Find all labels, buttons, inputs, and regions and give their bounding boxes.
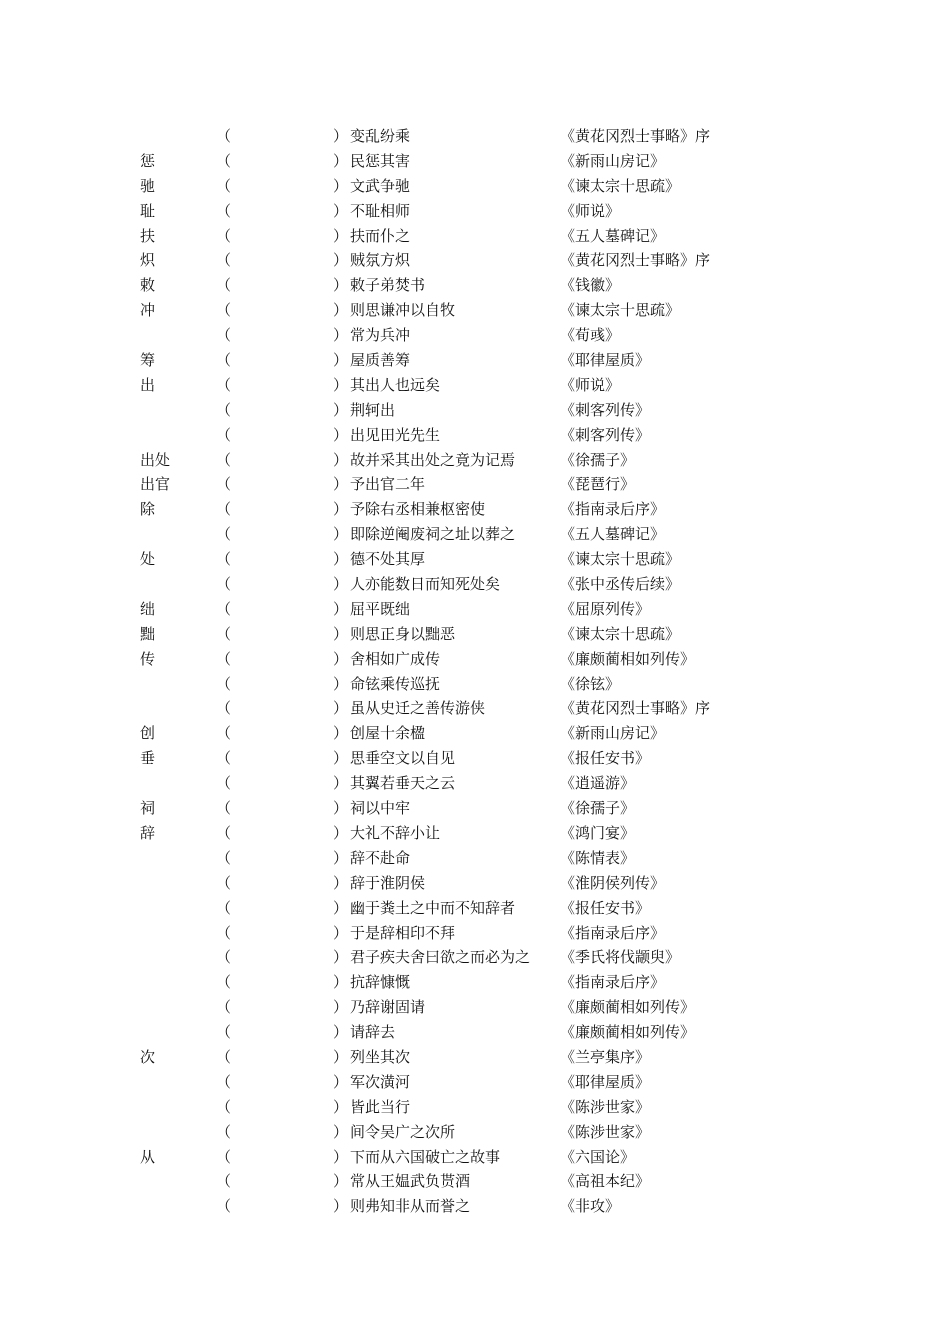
close-bracket: ） [333, 176, 349, 195]
list-item [0, 871, 950, 896]
open-bracket: （ [216, 774, 232, 793]
example-sentence: 辞不赴命 [350, 848, 411, 867]
headword: 传 [140, 649, 156, 668]
list-item [0, 273, 950, 298]
source-title: 《兰亭集序》 [560, 1047, 651, 1066]
headword: 出处 [140, 450, 171, 469]
close-bracket: ） [333, 599, 349, 618]
example-sentence: 列坐其次 [350, 1047, 411, 1066]
close-bracket: ） [333, 624, 349, 643]
source-title: 《黄花冈烈士事略》序 [560, 127, 711, 145]
open-bracket: （ [216, 873, 232, 892]
example-sentence: 常从王媪武负贳酒 [350, 1172, 471, 1191]
list-item [0, 124, 950, 149]
source-title: 《刺客列传》 [560, 400, 651, 419]
open-bracket: （ [216, 1023, 232, 1042]
list-item [0, 224, 950, 249]
list-item [0, 472, 950, 497]
close-bracket: ） [333, 998, 349, 1017]
source-title: 《高祖本纪》 [560, 1172, 651, 1191]
example-sentence: 予除右丞相兼枢密使 [350, 500, 486, 519]
open-bracket: （ [216, 525, 232, 544]
list-item [0, 174, 950, 199]
example-sentence: 皆此当行 [350, 1097, 411, 1116]
source-title: 《徐铉》 [560, 674, 621, 693]
list-item [0, 1020, 950, 1045]
headword: 敕 [140, 276, 156, 295]
close-bracket: ） [333, 699, 349, 718]
list-item [0, 398, 950, 423]
example-sentence: 屋质善筹 [350, 351, 411, 370]
list-item [0, 821, 950, 846]
headword: 绌 [140, 599, 156, 618]
open-bracket: （ [216, 375, 232, 394]
source-title: 《逍遥游》 [560, 774, 636, 793]
list-item [0, 622, 950, 647]
source-title: 《黄花冈烈士事略》序 [560, 251, 711, 270]
close-bracket: ） [333, 251, 349, 270]
open-bracket: （ [216, 1122, 232, 1141]
open-bracket: （ [216, 724, 232, 743]
headword: 冲 [140, 301, 156, 320]
list-item [0, 572, 950, 597]
close-bracket: ） [333, 326, 349, 345]
source-title: 《廉颇蔺相如列传》 [560, 1023, 696, 1042]
headword: 耻 [140, 201, 156, 220]
source-title: 《廉颇蔺相如列传》 [560, 649, 696, 668]
open-bracket: （ [216, 1197, 232, 1216]
close-bracket: ） [333, 923, 349, 942]
close-bracket: ） [333, 1172, 349, 1191]
list-item [0, 846, 950, 871]
open-bracket: （ [216, 898, 232, 917]
example-sentence: 出见田光先生 [350, 425, 441, 444]
open-bracket: （ [216, 500, 232, 519]
source-title: 《徐孺子》 [560, 799, 636, 818]
list-item [0, 248, 950, 273]
source-title: 《谏太宗十思疏》 [560, 176, 681, 195]
open-bracket: （ [216, 276, 232, 295]
source-title: 《五人墓碑记》 [560, 525, 666, 544]
example-sentence: 扶而仆之 [350, 226, 411, 245]
open-bracket: （ [216, 475, 232, 494]
list-item [0, 1169, 950, 1194]
list-item [0, 696, 950, 721]
source-title: 《钱徽》 [560, 276, 621, 295]
source-title: 《张中丞传后续》 [560, 575, 681, 594]
open-bracket: （ [216, 176, 232, 195]
close-bracket: ） [333, 151, 349, 170]
open-bracket: （ [216, 1047, 232, 1066]
example-sentence: 舍相如广成传 [350, 649, 441, 668]
example-sentence: 贼氛方炽 [350, 251, 411, 270]
example-sentence: 下而从六国破亡之故事 [350, 1147, 501, 1166]
open-bracket: （ [216, 1147, 232, 1166]
vocabulary-list [0, 124, 950, 1219]
source-title: 《荀彧》 [560, 326, 621, 345]
source-title: 《陈情表》 [560, 848, 636, 867]
open-bracket: （ [216, 127, 232, 145]
example-sentence: 变乱纷乘 [350, 127, 411, 145]
example-sentence: 则思正身以黜恶 [350, 624, 456, 643]
open-bracket: （ [216, 1172, 232, 1191]
open-bracket: （ [216, 550, 232, 569]
list-item [0, 746, 950, 771]
source-title: 《五人墓碑记》 [560, 226, 666, 245]
close-bracket: ） [333, 848, 349, 867]
example-sentence: 予出官二年 [350, 475, 426, 494]
list-item [0, 1045, 950, 1070]
headword: 炽 [140, 251, 156, 270]
close-bracket: ） [333, 425, 349, 444]
close-bracket: ） [333, 575, 349, 594]
close-bracket: ） [333, 301, 349, 320]
close-bracket: ） [333, 450, 349, 469]
close-bracket: ） [333, 525, 349, 544]
source-title: 《淮阴侯列传》 [560, 873, 666, 892]
source-title: 《六国论》 [560, 1147, 636, 1166]
source-title: 《谏太宗十思疏》 [560, 624, 681, 643]
source-title: 《徐孺子》 [560, 450, 636, 469]
list-item [0, 149, 950, 174]
close-bracket: ） [333, 375, 349, 394]
open-bracket: （ [216, 575, 232, 594]
list-item [0, 298, 950, 323]
open-bracket: （ [216, 998, 232, 1017]
source-title: 《非攻》 [560, 1197, 621, 1216]
close-bracket: ） [333, 898, 349, 917]
open-bracket: （ [216, 848, 232, 867]
headword: 出官 [140, 475, 171, 494]
example-sentence: 抗辞慷慨 [350, 973, 411, 992]
open-bracket: （ [216, 749, 232, 768]
source-title: 《鸿门宴》 [560, 823, 636, 842]
list-item [0, 1145, 950, 1170]
open-bracket: （ [216, 326, 232, 345]
open-bracket: （ [216, 699, 232, 718]
example-sentence: 屈平既绌 [350, 599, 411, 618]
headword: 扶 [140, 226, 156, 245]
example-sentence: 于是辞相印不拜 [350, 923, 456, 942]
close-bracket: ） [333, 1023, 349, 1042]
example-sentence: 祠以中牢 [350, 799, 411, 818]
list-item [0, 199, 950, 224]
headword: 除 [140, 500, 156, 519]
close-bracket: ） [333, 400, 349, 419]
example-sentence: 人亦能数日而知死处矣 [350, 575, 501, 594]
open-bracket: （ [216, 948, 232, 967]
example-sentence: 德不处其厚 [350, 550, 426, 569]
example-sentence: 故并采其出处之竟为记焉 [350, 450, 516, 469]
list-item [0, 796, 950, 821]
close-bracket: ） [333, 226, 349, 245]
list-item [0, 647, 950, 672]
list-item [0, 373, 950, 398]
example-sentence: 间令吴广之次所 [350, 1122, 456, 1141]
open-bracket: （ [216, 251, 232, 270]
example-sentence: 文武争驰 [350, 176, 411, 195]
close-bracket: ） [333, 1047, 349, 1066]
list-item [0, 1095, 950, 1120]
close-bracket: ） [333, 774, 349, 793]
source-title: 《新雨山房记》 [560, 724, 666, 743]
example-sentence: 虽从史迁之善传游侠 [350, 699, 486, 718]
source-title: 《报任安书》 [560, 898, 651, 917]
list-item [0, 995, 950, 1020]
list-item [0, 597, 950, 622]
source-title: 《指南录后序》 [560, 923, 666, 942]
source-title: 《季氏将伐颛臾》 [560, 948, 681, 967]
close-bracket: ） [333, 127, 349, 145]
close-bracket: ） [333, 1097, 349, 1116]
headword: 创 [140, 724, 156, 743]
list-item [0, 970, 950, 995]
example-sentence: 不耻相师 [350, 201, 411, 220]
close-bracket: ） [333, 674, 349, 693]
open-bracket: （ [216, 351, 232, 370]
close-bracket: ） [333, 550, 349, 569]
headword: 祠 [140, 799, 156, 818]
example-sentence: 请辞去 [350, 1023, 396, 1042]
close-bracket: ） [333, 201, 349, 220]
close-bracket: ） [333, 1122, 349, 1141]
example-sentence: 思垂空文以自见 [350, 749, 456, 768]
open-bracket: （ [216, 1097, 232, 1116]
close-bracket: ） [333, 649, 349, 668]
example-sentence: 常为兵冲 [350, 326, 411, 345]
example-sentence: 荆轲出 [350, 400, 396, 419]
open-bracket: （ [216, 226, 232, 245]
source-title: 《屈原列传》 [560, 599, 651, 618]
example-sentence: 乃辞谢固请 [350, 998, 426, 1017]
list-item [0, 423, 950, 448]
source-title: 《谏太宗十思疏》 [560, 550, 681, 569]
source-title: 《指南录后序》 [560, 500, 666, 519]
open-bracket: （ [216, 151, 232, 170]
close-bracket: ） [333, 749, 349, 768]
example-sentence: 其出人也远矣 [350, 375, 441, 394]
close-bracket: ） [333, 276, 349, 295]
close-bracket: ） [333, 724, 349, 743]
list-item [0, 323, 950, 348]
source-title: 《廉颇蔺相如列传》 [560, 998, 696, 1017]
example-sentence: 即除逆阉废祠之址以葬之 [350, 525, 516, 544]
close-bracket: ） [333, 1147, 349, 1166]
source-title: 《谏太宗十思疏》 [560, 301, 681, 320]
example-sentence: 军次潢河 [350, 1072, 411, 1091]
close-bracket: ） [333, 351, 349, 370]
headword: 辞 [140, 823, 156, 842]
list-item [0, 771, 950, 796]
close-bracket: ） [333, 823, 349, 842]
headword: 出 [140, 375, 156, 394]
example-sentence: 幽于粪土之中而不知辞者 [350, 898, 516, 917]
open-bracket: （ [216, 301, 232, 320]
close-bracket: ） [333, 973, 349, 992]
headword: 处 [140, 550, 156, 569]
open-bracket: （ [216, 450, 232, 469]
source-title: 《黄花冈烈士事略》序 [560, 699, 711, 718]
headword: 次 [140, 1047, 156, 1066]
list-item [0, 1194, 950, 1219]
example-sentence: 创屋十余楹 [350, 724, 426, 743]
example-sentence: 则思谦冲以自牧 [350, 301, 456, 320]
example-sentence: 其翼若垂天之云 [350, 774, 456, 793]
list-item [0, 1070, 950, 1095]
open-bracket: （ [216, 201, 232, 220]
example-sentence: 命铉乘传巡抚 [350, 674, 441, 693]
source-title: 《刺客列传》 [560, 425, 651, 444]
list-item [0, 721, 950, 746]
list-item [0, 945, 950, 970]
close-bracket: ） [333, 1072, 349, 1091]
close-bracket: ） [333, 948, 349, 967]
open-bracket: （ [216, 1072, 232, 1091]
list-item [0, 448, 950, 473]
close-bracket: ） [333, 475, 349, 494]
list-item [0, 896, 950, 921]
open-bracket: （ [216, 674, 232, 693]
source-title: 《报任安书》 [560, 749, 651, 768]
list-item [0, 672, 950, 697]
source-title: 《师说》 [560, 375, 621, 394]
example-sentence: 则弗知非从而誉之 [350, 1197, 471, 1216]
source-title: 《琵琶行》 [560, 475, 636, 494]
open-bracket: （ [216, 599, 232, 618]
list-item [0, 1120, 950, 1145]
list-item [0, 921, 950, 946]
close-bracket: ） [333, 500, 349, 519]
headword: 驰 [140, 176, 156, 195]
close-bracket: ） [333, 799, 349, 818]
close-bracket: ） [333, 1197, 349, 1216]
headword: 筹 [140, 351, 156, 370]
open-bracket: （ [216, 649, 232, 668]
open-bracket: （ [216, 400, 232, 419]
open-bracket: （ [216, 624, 232, 643]
open-bracket: （ [216, 799, 232, 818]
source-title: 《指南录后序》 [560, 973, 666, 992]
source-title: 《新雨山房记》 [560, 151, 666, 170]
open-bracket: （ [216, 973, 232, 992]
source-title: 《耶律屋质》 [560, 1072, 651, 1091]
headword: 黜 [140, 624, 156, 643]
headword: 惩 [140, 151, 156, 170]
list-item [0, 547, 950, 572]
source-title: 《陈涉世家》 [560, 1097, 651, 1116]
source-title: 《师说》 [560, 201, 621, 220]
example-sentence: 大礼不辞小让 [350, 823, 441, 842]
headword: 从 [140, 1147, 156, 1166]
example-sentence: 民惩其害 [350, 151, 411, 170]
headword: 垂 [140, 749, 156, 768]
source-title: 《耶律屋质》 [560, 351, 651, 370]
open-bracket: （ [216, 923, 232, 942]
example-sentence: 辞于淮阴侯 [350, 873, 426, 892]
source-title: 《陈涉世家》 [560, 1122, 651, 1141]
close-bracket: ） [333, 873, 349, 892]
open-bracket: （ [216, 823, 232, 842]
example-sentence: 敕子弟焚书 [350, 276, 426, 295]
list-item [0, 522, 950, 547]
list-item [0, 348, 950, 373]
open-bracket: （ [216, 425, 232, 444]
list-item [0, 497, 950, 522]
example-sentence: 君子疾夫舍曰欲之而必为之 [350, 948, 531, 967]
